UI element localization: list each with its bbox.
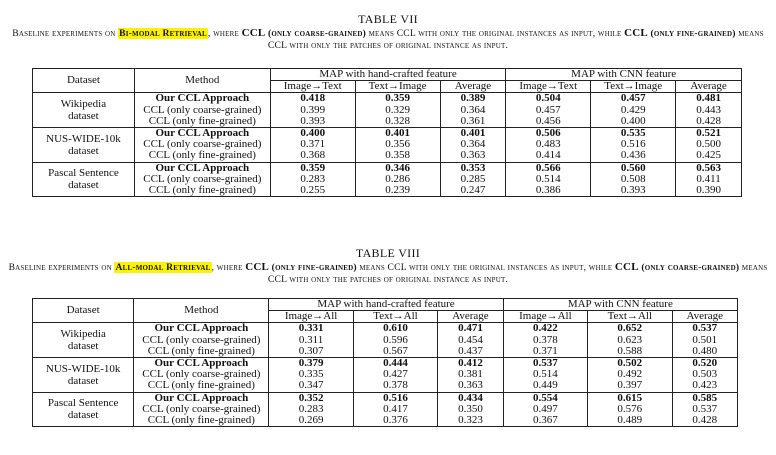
group-header-handcrafted: MAP with hand-crafted feature [270,69,506,81]
dataset-name-line: Pascal Sentence [47,397,119,410]
group-header-handcrafted: MAP with hand-crafted feature [269,299,503,311]
dataset-name-line: dataset [68,179,99,192]
value-cell: 0.239 [355,185,440,197]
value-cell: 0.428 [676,116,742,128]
value-cell: 0.363 [440,150,506,162]
method-cell: CCL (only fine-grained) [134,346,269,358]
caption-highlight-text: Bi-modal Retrieval [119,28,207,39]
value-cell: 0.423 [672,380,738,392]
value-cell: 0.481 [676,93,742,105]
value-cell: 0.535 [591,128,676,140]
group-header-cnn: MAP with CNN feature [503,299,737,311]
value-cell: 0.516 [353,392,437,404]
method-cell: CCL (only fine-grained) [134,150,270,162]
method-cell: CCL (only coarse-grained) [134,139,270,150]
value-cell: 0.364 [440,105,506,116]
value-cell: 0.652 [588,323,672,335]
value-cell: 0.508 [591,174,676,185]
dataset-cell [33,323,134,358]
table-row [33,116,742,128]
caption-text: , where [211,262,246,273]
caption-highlight [118,28,208,39]
caption-keyword: CCL [245,261,270,273]
method-cell: CCL (only coarse-grained) [134,404,269,415]
method-cell: CCL (only fine-grained) [134,415,269,427]
caption-highlight [114,262,211,273]
value-cell: 0.346 [355,162,440,174]
value-cell: 0.437 [438,346,503,358]
method-cell: Our CCL Approach [134,128,270,140]
column-header: Average [672,311,738,323]
dataset-cell [33,93,135,128]
column-header: Image→All [269,311,353,323]
table-vii-block [0,12,776,197]
value-cell: 0.501 [672,335,738,346]
value-cell: 0.497 [503,404,587,415]
caption-keyword: CCL [614,261,639,273]
value-cell: 0.429 [591,105,676,116]
value-cell: 0.514 [506,174,591,185]
method-cell: CCL (only coarse-grained) [134,105,270,116]
column-header: Image→Text [270,81,355,93]
caption-keyword: CCL [624,27,648,39]
caption-highlight-text: All-modal Retrieval [115,262,211,273]
value-cell: 0.537 [672,404,738,415]
results-table [32,298,738,427]
value-cell: 0.393 [591,185,676,197]
value-cell: 0.444 [353,358,437,370]
header-row [33,69,742,81]
method-cell: Our CCL Approach [134,392,269,404]
value-cell: 0.514 [503,369,587,380]
value-cell: 0.329 [355,105,440,116]
column-header: Text→Image [591,81,676,93]
value-cell: 0.537 [503,358,587,370]
value-cell: 0.436 [591,150,676,162]
value-cell: 0.417 [353,404,437,415]
value-cell: 0.449 [503,380,587,392]
method-cell: Our CCL Approach [134,162,270,174]
group-header-cnn: MAP with CNN feature [506,69,742,81]
value-cell: 0.615 [588,392,672,404]
value-cell: 0.352 [269,392,353,404]
dataset-name-line: dataset [67,340,99,353]
value-cell: 0.489 [588,415,672,427]
value-cell: 0.359 [355,93,440,105]
dataset-header: Dataset [33,69,135,93]
value-cell: 0.311 [269,335,353,346]
value-cell: 0.401 [355,128,440,140]
dataset-name-line: NUS-WIDE-10k [46,132,121,145]
dataset-name-line: Wikipedia [60,328,106,341]
caption-keyword: CCL [241,27,266,39]
value-cell: 0.371 [503,346,587,358]
caption-text: , where [207,28,242,39]
value-cell: 0.386 [506,185,591,197]
column-header: Average [438,311,503,323]
dataset-name-line: dataset [67,374,99,387]
value-cell: 0.411 [676,174,742,185]
value-cell: 0.379 [269,358,353,370]
value-cell: 0.286 [355,174,440,185]
value-cell: 0.554 [503,392,587,404]
table-viii-block [0,246,776,427]
method-cell: Our CCL Approach [134,358,269,370]
caption-text: Baseline experiments on [12,28,119,39]
table-row [33,380,738,392]
caption-text: means CCL with only the original instances as input, while [366,28,625,39]
method-cell: CCL (only coarse-grained) [134,335,269,346]
column-header: Average [440,81,506,93]
value-cell: 0.399 [270,105,355,116]
caption-text: Baseline experiments on [8,262,115,273]
dataset-cell [33,392,134,427]
value-cell: 0.283 [270,174,355,185]
value-cell: 0.585 [672,392,738,404]
value-cell: 0.418 [270,93,355,105]
dataset-name-line: Pascal Sentence [48,167,119,180]
value-cell: 0.480 [672,346,738,358]
table-row [33,93,742,105]
value-cell: 0.353 [440,162,506,174]
value-cell: 0.521 [676,128,742,140]
results-table [32,68,742,197]
method-cell: CCL (only fine-grained) [134,185,270,197]
value-cell: 0.397 [588,380,672,392]
value-cell: 0.414 [506,150,591,162]
dataset-name-line: dataset [67,409,99,422]
value-cell: 0.588 [588,346,672,358]
value-cell: 0.504 [506,93,591,105]
value-cell: 0.457 [506,105,591,116]
value-cell: 0.400 [591,116,676,128]
caption-keyword-detail: (only fine-grained) [647,28,736,39]
value-cell: 0.471 [438,323,503,335]
column-header: Text→All [353,311,437,323]
column-header: Average [676,81,742,93]
value-cell: 0.347 [269,380,353,392]
value-cell: 0.563 [676,162,742,174]
value-cell: 0.390 [676,185,742,197]
dataset-cell [33,358,134,393]
value-cell: 0.560 [591,162,676,174]
value-cell: 0.400 [270,128,355,140]
column-header: Image→Text [506,81,591,93]
value-cell: 0.427 [353,369,437,380]
value-cell: 0.328 [355,116,440,128]
value-cell: 0.483 [506,139,591,150]
value-cell: 0.454 [438,335,503,346]
method-cell: Our CCL Approach [134,323,269,335]
value-cell: 0.401 [440,128,506,140]
value-cell: 0.502 [588,358,672,370]
value-cell: 0.422 [503,323,587,335]
caption-keyword-detail: (only fine-grained) [269,262,357,273]
value-cell: 0.255 [270,185,355,197]
value-cell: 0.500 [676,139,742,150]
value-cell: 0.335 [269,369,353,380]
table-caption [0,26,776,52]
caption-text: means CCL with only the patches of original instance as input. [267,28,764,51]
caption-text: means CCL with only the original instances as input, while [356,262,615,273]
value-cell: 0.443 [676,105,742,116]
value-cell: 0.412 [438,358,503,370]
table-row [33,323,738,335]
value-cell: 0.537 [672,323,738,335]
value-cell: 0.307 [269,346,353,358]
value-cell: 0.364 [440,139,506,150]
value-cell: 0.576 [588,404,672,415]
dataset-name-line: NUS-WIDE-10k [45,362,121,375]
table-number: TABLE VII [358,12,418,26]
value-cell: 0.376 [353,415,437,427]
method-cell: CCL (only fine-grained) [134,116,270,128]
value-cell: 0.367 [503,415,587,427]
caption-text: means CCL with only the patches of original instance as input. [267,262,768,285]
value-cell: 0.610 [353,323,437,335]
dataset-name-line: dataset [68,110,99,123]
caption-keyword-detail: (only coarse-grained) [265,28,366,39]
value-cell: 0.456 [506,116,591,128]
caption-keyword-detail: (only coarse-grained) [638,262,740,273]
value-cell: 0.596 [353,335,437,346]
value-cell: 0.350 [438,404,503,415]
method-cell: CCL (only coarse-grained) [134,174,270,185]
value-cell: 0.520 [672,358,738,370]
value-cell: 0.428 [672,415,738,427]
value-cell: 0.285 [440,174,506,185]
table-row [33,150,742,162]
value-cell: 0.425 [676,150,742,162]
value-cell: 0.567 [353,346,437,358]
dataset-name-line: Wikipedia [60,98,107,111]
method-header: Method [134,69,270,93]
value-cell: 0.247 [440,185,506,197]
dataset-cell [33,128,135,163]
table-row [33,346,738,358]
table-row [33,185,742,197]
value-cell: 0.492 [588,369,672,380]
value-cell: 0.378 [353,380,437,392]
value-cell: 0.283 [269,404,353,415]
value-cell: 0.356 [355,139,440,150]
table-row [33,415,738,427]
value-cell: 0.381 [438,369,503,380]
table-number: TABLE VIII [355,246,421,260]
dataset-name-line: dataset [68,144,99,157]
value-cell: 0.371 [270,139,355,150]
value-cell: 0.457 [591,93,676,105]
value-cell: 0.331 [269,323,353,335]
column-header: Text→All [588,311,672,323]
table-caption [0,260,776,286]
value-cell: 0.323 [438,415,503,427]
value-cell: 0.358 [355,150,440,162]
method-header: Method [134,299,269,323]
value-cell: 0.363 [438,380,503,392]
column-header: Image→All [503,311,587,323]
dataset-cell [33,162,135,197]
dataset-header: Dataset [33,299,134,323]
value-cell: 0.389 [440,93,506,105]
value-cell: 0.361 [440,116,506,128]
method-cell: CCL (only fine-grained) [134,380,269,392]
value-cell: 0.393 [270,116,355,128]
value-cell: 0.506 [506,128,591,140]
value-cell: 0.566 [506,162,591,174]
value-cell: 0.359 [270,162,355,174]
header-row [33,299,738,311]
column-header: Text→Image [355,81,440,93]
value-cell: 0.378 [503,335,587,346]
value-cell: 0.503 [672,369,738,380]
value-cell: 0.434 [438,392,503,404]
value-cell: 0.516 [591,139,676,150]
value-cell: 0.269 [269,415,353,427]
value-cell: 0.623 [588,335,672,346]
value-cell: 0.368 [270,150,355,162]
method-cell: Our CCL Approach [134,93,270,105]
method-cell: CCL (only coarse-grained) [134,369,269,380]
